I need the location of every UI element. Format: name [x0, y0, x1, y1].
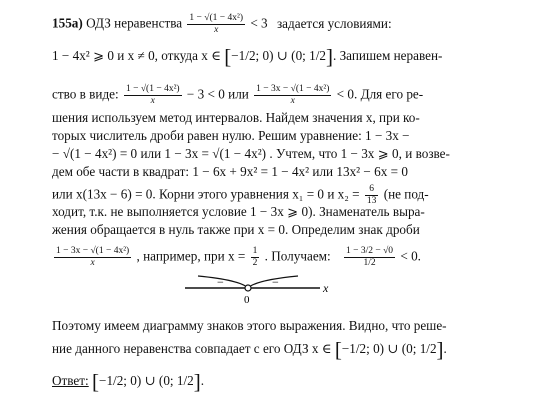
fraction-3: $\frac{\text{1 − 3x − √(1 − 4x²)}}{x}$: [256, 84, 330, 106]
line-2: 1 − 4x² ⩾ 0 и x ≠ 0, откуда x ∈ [−1/2; 0) ∪ (0; 1/2]. Запишем неравен-: [52, 44, 443, 69]
line-5: торых числитель дроби равен нулю. Решим уравнение: 1 − 3x −: [52, 128, 410, 143]
rewrite-text: . Запишем неравен-: [332, 48, 443, 63]
line-4: шения используем метод интервалов. Найдем значения x, при ко-: [52, 110, 420, 125]
problem-number: 155а): [52, 15, 83, 31]
line-10: жения обращается в нуль также при x = 0. Определим знак дроби: [52, 222, 420, 237]
answer-label: Ответ:: [52, 373, 89, 388]
line-3: ство в виде: $\frac{\text{1 − √(1 − 4x²)}}{x}$ − 3 < 0 или $\frac{\text{1 − 3x − √(1 − 4x²)}}{x}$ < 0. Для его ре-: [52, 84, 424, 106]
interval-b: 0; 1/2: [295, 48, 326, 63]
fraction-1: $\frac{\text{1 − √(1 − 4x²)}}{x}$: [189, 13, 244, 35]
line-7: дем обе части в квадрат: 1 − 6x + 9x² = 1 − 4x² или 13x² − 6x = 0: [52, 164, 408, 179]
cup-symbol: ∪: [276, 48, 288, 63]
line-11: $\frac{\text{1 − 3x − √(1 − 4x²)}}{x}$ , например, при x = $\frac{1}{2}$ . Получаем: $\frac{1 - 3/2 - √0}{1/2}$ < 0.: [56, 246, 421, 268]
answer-line: Ответ: [−1/2; 0) ∪ (0; 1/2].: [52, 369, 205, 394]
point-zero: [245, 285, 251, 291]
line-13: ние данного неравенства совпадает с его ОДЗ x ∈ [−1/2; 0) ∪ (0; 1/2].: [52, 337, 447, 362]
line-8: или x(13x − 6) = 0. Корни этого уравнения x₁ = 0 и x₂ = $\frac{6}{13}$ (не под-: [52, 184, 429, 206]
fraction-4: $\frac{\text{1 − 3x − √(1 − 4x²)}}{x}$: [56, 246, 130, 268]
label-zero: 0: [244, 294, 250, 306]
interval-a: −1/2; 0: [231, 48, 270, 63]
sign-minus-left: −: [217, 275, 224, 289]
fraction-2: $\frac{\text{1 − √(1 − 4x²)}}{x}$: [125, 84, 180, 106]
line-1: [52, 13, 392, 36]
sign-diagram: [180, 272, 360, 312]
intro-text: ОДЗ неравенства: [86, 15, 183, 31]
sign-minus-right: −: [272, 275, 279, 289]
line-12: Поэтому имеем диаграмму знаков этого выражения. Видно, что реше-: [52, 318, 447, 333]
lt-3: < 3: [250, 15, 268, 31]
given-text: задается условиями:: [276, 15, 392, 31]
fraction-half: $\frac{1}{2}$: [252, 246, 258, 268]
fraction-6-13: $\frac{6}{13}$: [366, 184, 377, 206]
line-9: ходит, т.к. не выполняется условие 1 − 3x ⩾ 0). Знаменатель выра-: [52, 204, 425, 219]
condition-text: 1 − 4x² ⩾ 0 и x ≠ 0, откуда x ∈: [52, 48, 221, 63]
fraction-result: $\frac{1 - 3/2 - √0}{1/2}$: [345, 246, 394, 268]
line-6: − √(1 − 4x²) = 0 или 1 − 3x = √(1 − 4x²) . Учтем, что 1 − 3x ⩾ 0, и возве-: [52, 146, 450, 161]
label-x-axis: x: [323, 281, 329, 295]
